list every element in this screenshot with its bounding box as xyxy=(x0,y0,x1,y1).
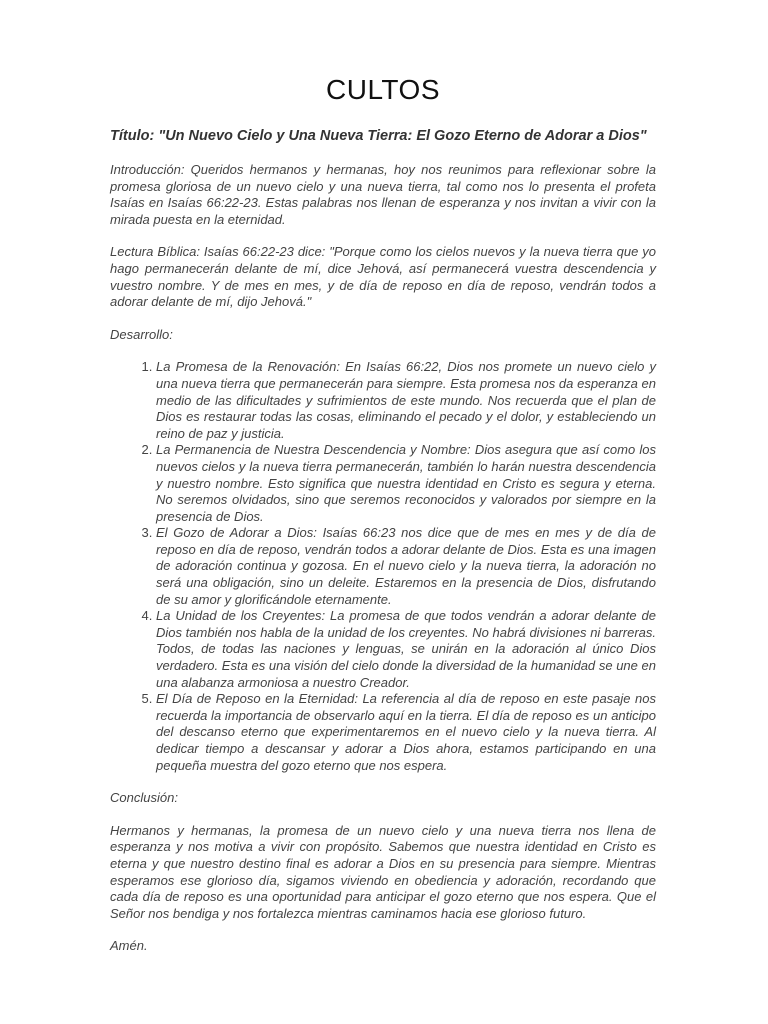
list-item: 5. El Día de Reposo en la Eternidad: La referencia al día de reposo en este pasaje nos recuerda la importancia de observarlo aquí en la tierra. El día de reposo es un anticipo del descanso eterno que experimentaremos en el nuevo cielo y la nueva tierra. Al dedicar tiempo a descansar y adorar a Dios ahora, estamos participando en una pequeña muestra del gozo eterno que nos espera. xyxy=(156,691,656,774)
conclusion-heading: Conclusión: xyxy=(110,790,178,806)
document-title: CULTOS xyxy=(326,74,440,105)
list-item: 2. La Permanencia de Nuestra Descendencia y Nombre: Dios asegura que así como los nuevos cielos y la nueva tierra permanecerán, también lo harán nuestra descendencia y nuestro nombre. Esto significa que nuestra identidad en Cristo es segura y eterna. No seremos olvidados, sino que seremos reconocidos y valorados por siempre en la presencia de Dios. xyxy=(156,442,656,525)
conclusion-paragraph: Hermanos y hermanas, la promesa de un nuevo cielo y una nueva tierra nos llena de esperanza y nos motiva a vivir con propósito. Sabemos que nuestra identidad en Cristo es eterna y que nuestro destino final es adorar a Dios en su presencia para siempre. Mientras esperamos ese glorioso día, sigamos viviendo en obediencia y adoración, recordando que cada día de reposo es una oportunidad para anticipar el gozo eterno que nos espera. Que el Señor nos bendiga y nos fortalezca mientras caminamos hacia ese glorioso futuro. xyxy=(110,822,656,921)
sermon-title: Título: "Un Nuevo Cielo y Una Nueva Tierra: El Gozo Eterno de Adorar a Dios" xyxy=(110,128,647,144)
document-page xyxy=(110,0,656,955)
introduction-paragraph: Introducción: Queridos hermanos y hermanas, hoy nos reunimos para reflexionar sobre la promesa gloriosa de un nuevo cielo y una nueva tierra, tal como nos lo presenta el profeta Isaías en Isaías 66:22-23. Estas palabras nos llenan de esperanza y nos invitan a vivir con la mirada puesta en la eternidad. xyxy=(110,162,656,227)
development-list xyxy=(110,359,656,774)
list-item: 1. La Promesa de la Renovación: En Isaías 66:22, Dios nos promete un nuevo cielo y una nueva tierra que permanecerán para siempre. Esta promesa nos da esperanza en medio de las dificultades y sufrimientos de este mundo. Nos recuerda que el plan de Dios es restaurar todas las cosas, eliminando el pecado y el dolor, y estableciendo un reino de paz y justicia. xyxy=(156,359,656,442)
list-item: 4. La Unidad de los Creyentes: La promesa de que todos vendrán a adorar delante de Dios también nos habla de la unidad de los creyentes. No habrá divisiones ni barreras. Todos, de todas las naciones y lenguas, se unirán en la adoración al único Dios verdadero. Esta es una visión del cielo donde la diversidad de la humanidad se une en una alabanza armoniosa a nuestro Creador. xyxy=(156,608,656,691)
bible-reading-paragraph: Lectura Bíblica: Isaías 66:22-23 dice: "Porque como los cielos nuevos y la nueva tierra que yo hago permanecerán delante de mí, dice Jehová, así permanecerá vuestra descendencia y vuestro nombre. Y de mes en mes, y de día de reposo en día de reposo, vendrán todos a adorar delante de mí, dijo Jehová." xyxy=(110,244,656,310)
closing-line: Amén. xyxy=(110,938,148,954)
development-heading: Desarrollo: xyxy=(110,326,173,342)
list-item: 3. El Gozo de Adorar a Dios: Isaías 66:23 nos dice que de mes en mes y de día de reposo en día de reposo, vendrán todos a adorar delante de Dios. Esta es una imagen de adoración continua y gozosa. En el nuevo cielo y la nueva tierra, la adoración no será una obligación, sino un deleite. Estaremos en la presencia de Dios, disfrutando de su amor y glorificándole eternamente. xyxy=(156,525,656,608)
